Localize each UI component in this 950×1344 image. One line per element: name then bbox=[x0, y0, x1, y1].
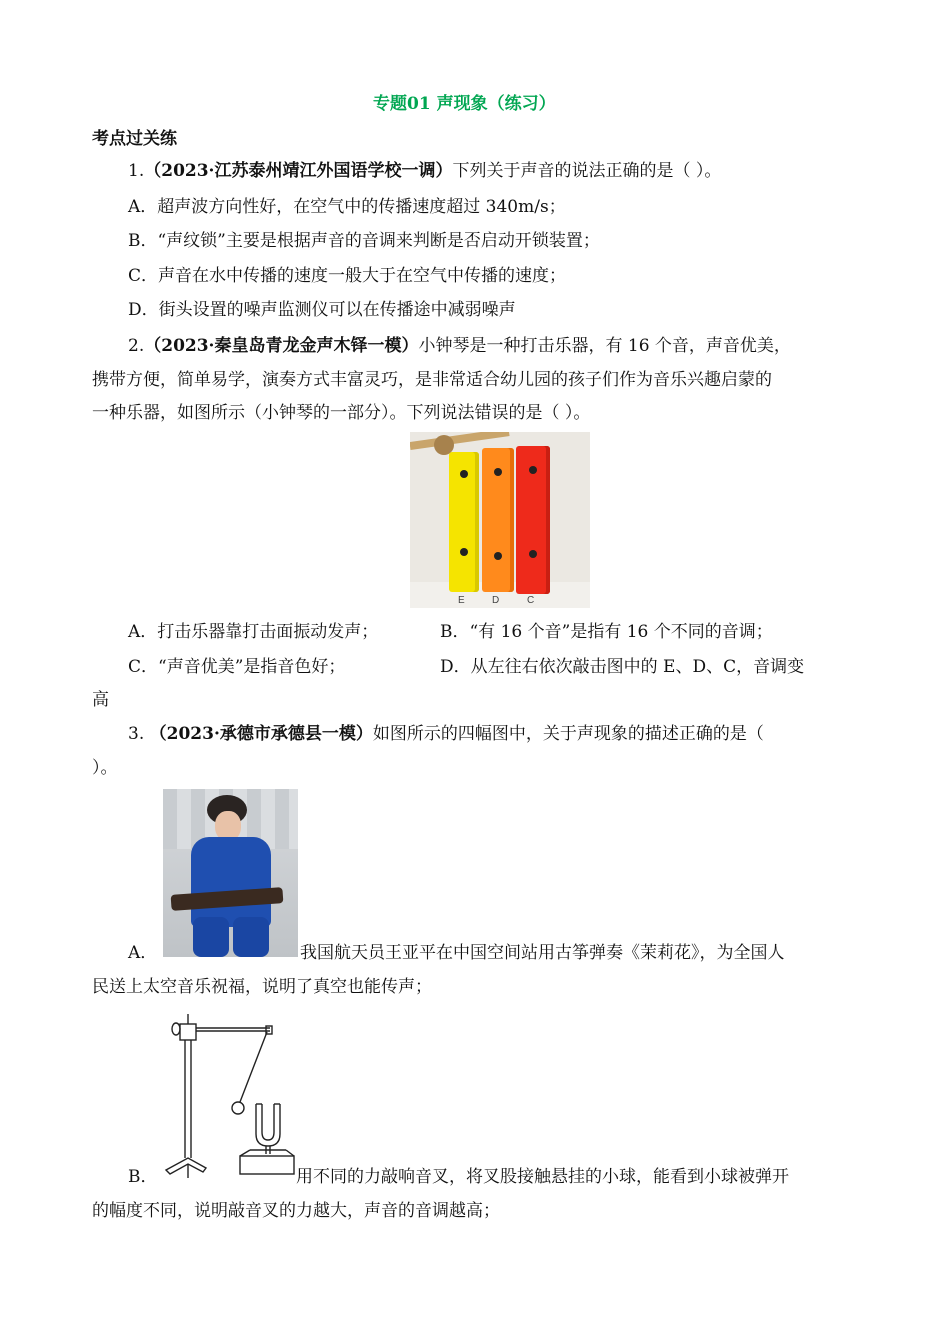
q1-option-c: C．声音在水中传播的速度一般大于在空气中传播的速度； bbox=[128, 266, 567, 286]
question-3-stem bbox=[128, 722, 764, 746]
question-source: （2023·承德市承德县一模） bbox=[149, 724, 373, 744]
question-number: 3. bbox=[128, 724, 145, 744]
q3-option-a-continued: 民送上太空音乐祝福，说明了真空也能传声； bbox=[92, 977, 432, 997]
bar-label-e: E bbox=[458, 595, 465, 606]
q1-option-d: D．街头设置的噪声监测仪可以在传播途中减弱噪声 bbox=[128, 300, 516, 320]
q2-option-a: A．打击乐器靠打击面振动发声； bbox=[128, 622, 379, 642]
question-text: 下列关于声音的说法正确的是（ ）。 bbox=[452, 161, 722, 181]
q1-option-b: B．“声纹锁”主要是根据声音的音调来判断是否启动开锁装置； bbox=[128, 231, 600, 251]
bar-label-c: C bbox=[527, 595, 535, 606]
q1-option-a: A．超声波方向性好，在空气中的传播速度超过 340m/s； bbox=[128, 197, 566, 217]
page-title: 专题01 声现象（练习） bbox=[373, 94, 556, 114]
tuning-fork-pendulum-diagram bbox=[158, 1010, 298, 1180]
section-heading: 考点过关练 bbox=[92, 129, 177, 149]
question-3-text-line: ）。 bbox=[92, 758, 118, 778]
question-source: （2023·江苏泰州靖江外国语学校一调） bbox=[144, 161, 453, 181]
q2-option-b: B．“有 16 个音”是指有 16 个不同的音调； bbox=[440, 622, 773, 642]
q3-option-b: 用不同的力敲响音叉，将叉股接触悬挂的小球，能看到小球被弹开 bbox=[296, 1167, 789, 1187]
bar-label-d: D bbox=[492, 595, 500, 606]
question-2-text-line: 携带方便，简单易学，演奏方式丰富灵巧，是非常适合幼儿园的孩子们作为音乐兴趣启蒙的 bbox=[92, 370, 772, 390]
question-number: 2. bbox=[128, 336, 145, 356]
q3-option-a-label: A． bbox=[128, 943, 158, 963]
q3-option-b-label: B． bbox=[128, 1167, 158, 1187]
astronaut-suit bbox=[191, 837, 271, 927]
question-text: 如图所示的四幅图中，关于声现象的描述正确的是（ bbox=[372, 724, 764, 744]
astronaut-guzheng-photo bbox=[163, 789, 298, 957]
question-2-text-line: 一种乐器，如图所示（小钟琴的一部分）。下列说法错误的是（ ）。 bbox=[92, 403, 591, 423]
bar-d bbox=[482, 448, 514, 592]
q2-option-d: D．从左往右依次敲击图中的 E、D、C，音调变 bbox=[440, 657, 805, 677]
q2-option-c: C．“声音优美”是指音色好； bbox=[128, 657, 346, 677]
question-2-stem bbox=[128, 334, 791, 358]
q3-option-a: 我国航天员王亚平在中国空间站用古筝弹奏《茉莉花》，为全国人 bbox=[300, 943, 785, 963]
bar-c bbox=[516, 446, 550, 594]
q2-option-d-continued: 高 bbox=[92, 690, 109, 710]
question-1-stem bbox=[128, 159, 721, 183]
glockenspiel-photo bbox=[410, 432, 590, 608]
bar-e bbox=[449, 452, 479, 592]
question-source: （2023·秦皇岛青龙金声木铎一模） bbox=[144, 336, 419, 356]
question-text: 小钟琴是一种打击乐器，有 16 个音，声音优美， bbox=[418, 336, 791, 356]
question-number: 1. bbox=[128, 161, 145, 181]
q3-option-b-continued: 的幅度不同，说明敲音叉的力越大，声音的音调越高； bbox=[92, 1201, 500, 1221]
